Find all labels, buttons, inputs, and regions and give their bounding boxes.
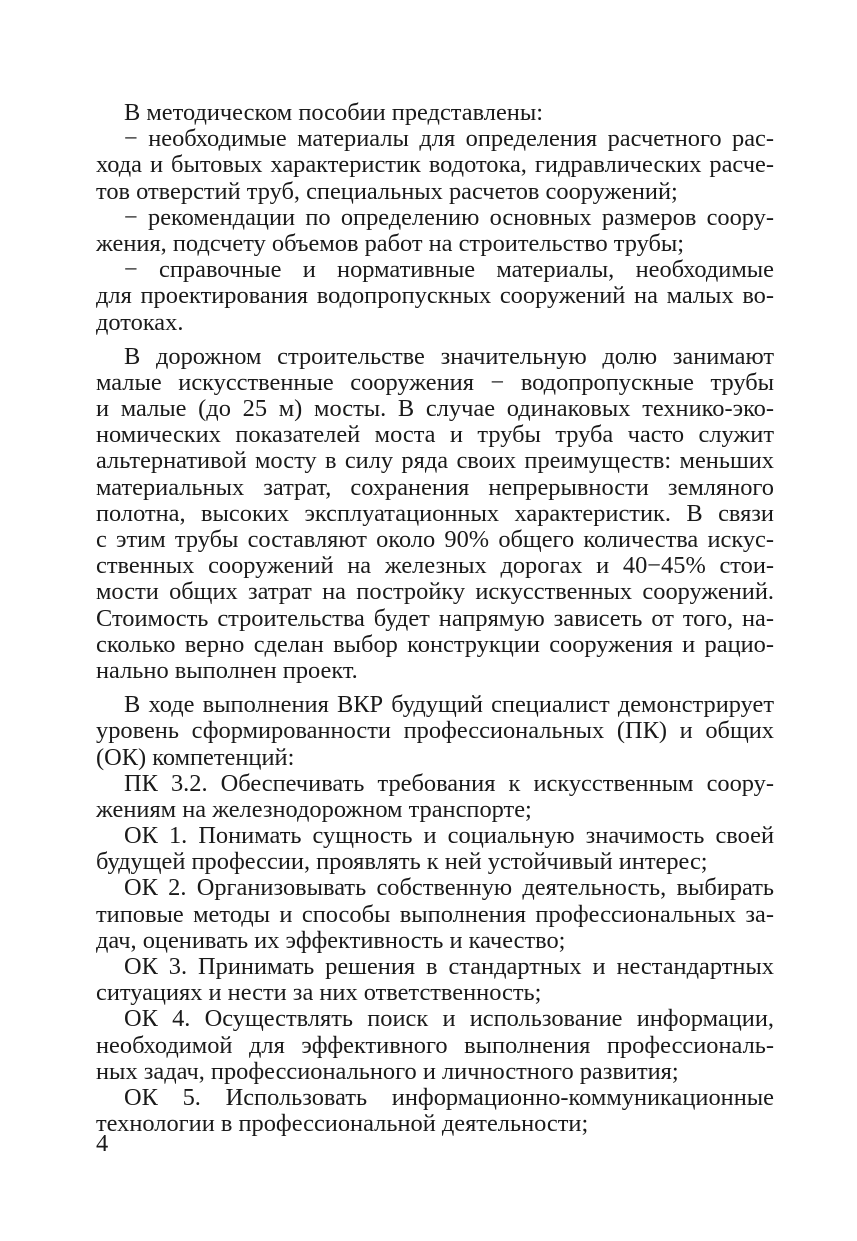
competency-line: ПК 3.2. Обеспечивать требования к искусственным соору- xyxy=(124,770,774,797)
list-item-line: − справочные и нормативные материалы, необходимые xyxy=(124,257,774,284)
paragraph-line: с этим трубы составляют около 90% общего количества искус- xyxy=(96,527,774,553)
list-item-line: дотоках. xyxy=(96,308,184,336)
document-body xyxy=(96,100,774,1137)
paragraph-line: и малые (до 25 м) мосты. В случае одинаковых технико-эко- xyxy=(96,396,774,423)
list-item-line: − необходимые материалы для определения расчетного рас- xyxy=(124,126,774,153)
paragraph-line: ственных сооружений на железных дорогах и 40−45% стои- xyxy=(96,553,774,580)
paragraph-line: полотна, высоких эксплуатационных характеристик. В связи xyxy=(96,500,774,527)
paragraph-line: (ОК) компетенций: xyxy=(96,743,295,771)
paragraph-line: Стоимость строительства будет напрямую зависеть от того, на- xyxy=(96,605,774,632)
paragraph-line: номических показателей моста и трубы труба часто служит xyxy=(96,422,774,449)
competency-line: необходимой для эффективного выполнения профессиональ- xyxy=(96,1032,774,1059)
list-item-line: − рекомендации по определению основных размеров соору- xyxy=(124,204,774,231)
paragraph-line: сколько верно сделан выбор конструкции сооружения и рацио- xyxy=(96,631,774,658)
paragraph-line: уровень сформированности профессиональных (ПК) и общих xyxy=(96,718,774,745)
competency-line: технологии в профессиональной деятельности; xyxy=(96,1110,589,1138)
paragraph-line: В дорожном строительстве значительную долю занимают xyxy=(124,343,774,370)
competency-line: ОК 5. Использовать информационно-коммуникационные xyxy=(124,1084,774,1111)
paragraph-line: В ходе выполнения ВКР будущий специалист демонстрирует xyxy=(124,692,774,719)
competency-line: ОК 2. Организовывать собственную деятельность, выбирать xyxy=(124,875,774,902)
list-item-line: жения, подсчету объемов работ на строительство трубы; xyxy=(96,229,685,257)
competency-line: ОК 1. Понимать сущность и социальную значимость своей xyxy=(124,823,774,850)
list-item-line: для проектирования водопропускных сооружений на малых во- xyxy=(96,283,774,310)
page-number: 4 xyxy=(96,1130,109,1157)
paragraph-line: мости общих затрат на постройку искусственных сооружений. xyxy=(96,579,774,606)
competency-line: ситуациях и нести за них ответственность; xyxy=(96,979,542,1007)
competency-line: ных задач, профессионального и личностного развития; xyxy=(96,1057,679,1085)
competency-line: ОК 3. Принимать решения в стандартных и нестандартных xyxy=(124,954,774,980)
paragraph-line: малые искусственные сооружения − водопропускные трубы xyxy=(96,369,774,396)
paragraph-intro: В методическом пособии представлены: xyxy=(124,99,543,126)
paragraph-line: материальных затрат, сохранения непрерывности земляного xyxy=(96,474,774,501)
paragraph-line: нально выполнен проект. xyxy=(96,656,358,684)
competency-line: ОК 4. Осуществлять поиск и использование информации, xyxy=(124,1006,774,1033)
list-item-line: тов отверстий труб, специальных расчетов сооружений; xyxy=(96,177,678,205)
competency-line: будущей профессии, проявлять к ней устойчивый интерес; xyxy=(96,848,708,876)
competency-line: жениям на железнодорожном транспорте; xyxy=(96,795,532,823)
paragraph-line: альтернативой мосту в силу ряда своих преимуществ: меньших xyxy=(96,448,774,475)
competency-line: типовые методы и способы выполнения профессиональных за- xyxy=(96,901,774,928)
list-item-line: хода и бытовых характеристик водотока, гидравлических расче- xyxy=(96,152,774,179)
competency-line: дач, оценивать их эффективность и качество; xyxy=(96,926,566,954)
